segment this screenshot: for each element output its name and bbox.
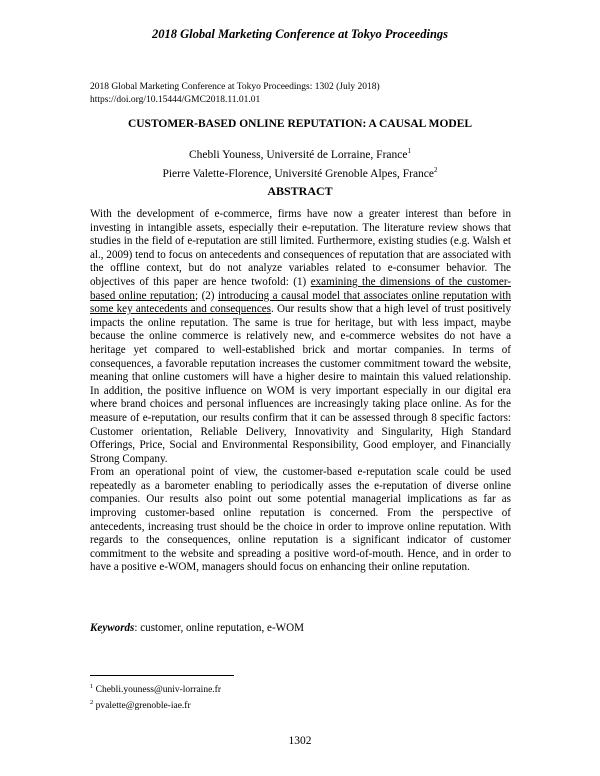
doi-line: https://doi.org/10.15444/GMC2018.11.01.01 <box>90 95 261 105</box>
p1-text-a: With the development of e-commerce, firms have now a greater interest than before in investing in intangible assets, especially their e-reputation. The literature review shows that studies in the field of e-reputation are still limited. Furthermore, existing studies (e.g. Walsh et al., 2009) tend to focus on antecedents and consequences of reputation that are associated with the offline context, but do not analyze variables related to e-consumer behavior. The objectives of this paper are hence twofold: (1) <box>90 208 511 288</box>
paper-title: CUSTOMER-BASED ONLINE REPUTATION: A CAUSAL MODEL <box>127 118 473 130</box>
footnote-1-mark: 1 <box>90 683 94 690</box>
running-head: 2018 Global Marketing Conference at Tokyo Proceedings <box>151 27 449 41</box>
author-1 <box>0 144 600 163</box>
author-2-name: Pierre Valette-Florence, Université Grenoble Alpes, France <box>162 167 435 180</box>
keywords-text: : customer, online reputation, e-WOM <box>134 622 304 634</box>
author-1-mark: 1 <box>407 147 411 155</box>
citation-meta <box>90 81 380 107</box>
citation-line: 2018 Global Marketing Conference at Tokyo Proceedings: 1302 (July 2018) <box>90 82 380 92</box>
footnote-2-mark: 2 <box>90 698 94 706</box>
footnote-2 <box>90 697 221 713</box>
keywords-line <box>90 622 304 634</box>
page-number: 1302 <box>288 735 312 747</box>
abstract-paragraph-2: From an operational point of view, the customer-based e-reputation scale could be used repeatedly as a barometer enabling to periodically asses the e-reputation of diverse online companies. Our results also point out some potential managerial implications as far as improving customer-based online reputation is concerned. From the perspective of antecedents, increasing trust should be the choice in order to improve online reputation. With regards to the consequences, online reputation is a significant indicator of customer commitment to the website and spreading a positive word-of-mouth. Hence, and in order to have a positive e-WOM, managers should focus on enhancing their online reputation. <box>90 466 511 574</box>
abstract-heading: ABSTRACT <box>267 184 333 198</box>
footnote-divider <box>90 675 234 676</box>
objective-2-underlined: introducing a causal model that associates online reputation with some key antecedents and consequences <box>90 289 511 316</box>
author-2-mark: 2 <box>434 165 438 174</box>
abstract-paragraph-1 <box>90 208 511 466</box>
footnote-1-email: Chebli.youness@univ-lorraine.fr <box>95 685 221 696</box>
footnote-1 <box>90 681 221 697</box>
abstract-body <box>90 208 511 575</box>
keywords-label: Keywords <box>90 622 135 634</box>
objective-1-underlined: examining the dimensions of the customer-based online reputation <box>90 275 511 302</box>
footnotes <box>90 681 221 712</box>
author-1-name: Chebli Youness, Université de Lorraine, France <box>189 148 408 161</box>
author-list <box>0 144 600 182</box>
p1-text-c: . Our results show that a high level of trust positively impacts the online reputation. The same is true for heritage, but with less impact, maybe because the online commerce is relatively new, and e-commerce websites do not have a heritage yet compared to well-established brick and mortar companies. In terms of consequences, a favorable reputation increases the customer commitment toward the website, meaning that online customers will have a higher desire to maintain this valued relationship. In addition, the positive influence on WOM is very important especially in our digital era where brand choices and personal influences are increasingly taking place online. As for the measure of e-reputation, our results confirm that it can be assessed through 8 specific factors: Customer orientation, Reliable Delivery, Innovativity and Singularity, High Standard Offerings, Price, Social and Environmental Responsibility, Good employer, and Financially Strong Company. <box>90 303 511 465</box>
p1-text-b: ; (2) <box>194 289 219 302</box>
author-2 <box>0 163 600 182</box>
footnote-2-email: pvalette@grenoble-iae.fr <box>95 700 191 711</box>
